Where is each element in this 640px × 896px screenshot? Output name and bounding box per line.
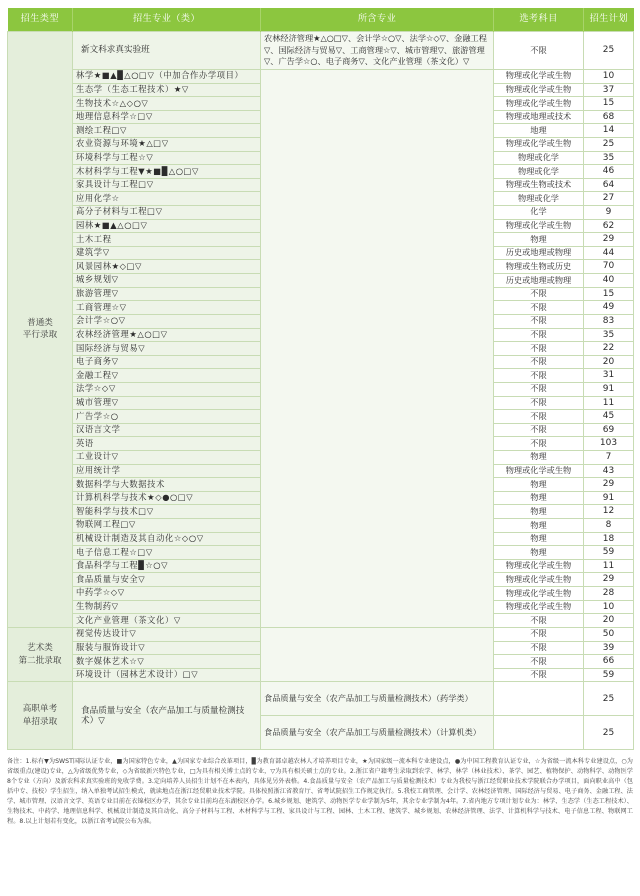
category-label-line2: 单招录取 bbox=[22, 716, 58, 727]
major-name: 建筑学▽ bbox=[73, 246, 261, 260]
elective-subject: 不限 bbox=[494, 301, 584, 315]
elective-subject: 物理 bbox=[494, 450, 584, 464]
enrollment-quota: 46 bbox=[584, 165, 634, 179]
major-name: 旅游管理▽ bbox=[73, 287, 261, 301]
elective-subject: 不限 bbox=[494, 369, 584, 383]
table-row bbox=[8, 682, 634, 716]
elective-subject: 物理或化学或生物 bbox=[494, 573, 584, 587]
major-name: 会计学☆○▽ bbox=[73, 314, 261, 328]
major-name: 计算机科学与技术★◇●○□▽ bbox=[73, 491, 261, 505]
table-row bbox=[8, 32, 634, 70]
elective-subject: 历史或地理或物理 bbox=[494, 274, 584, 288]
elective-subject: 物理 bbox=[494, 491, 584, 505]
header-row bbox=[8, 8, 634, 32]
admissions-plan-table bbox=[7, 8, 634, 750]
major-name: 数据科学与大数据技术 bbox=[73, 478, 261, 492]
elective-subject: 不限 bbox=[494, 437, 584, 451]
major-name: 电子信息工程☆□▽ bbox=[73, 546, 261, 560]
footnote-text: 备注：1.标有▼为SWST国际认证专业，■为国家特色专业，▲为国家专业综合改革项目，▉为教育部卓越农林人才培养项目专业，★为国家级一流本科专业建设点，●为中国工程教育认证专业，☆为省级一流本科专业建设点，○为省级重点(建设)专业，△为省级优势专业，◇为省级新兴特色专业，□为具有相关博士点的专业，▽为具有相关硕士点的专业。2.浙江省户籍考生录取到农学、林学、林学（林业技术）、茶学、园艺、植物保护、动物科学、动物医学8个专业（方向）及新农科求真实验班的免收学费。3.定向培养人员招生计划不在本表内，具体见另外表格。4.食品质量与安全（农产品加工与质量检测技术）专业为我校与浙江经贸职业技术学院联合办学项目，面向职业高中（包括中专、技校）学生招生，纳入单独考试招生模式，就读地点在浙江经贸职业技术学院。具体按照浙江省教育厅、省考试院招生工作规定执行。5.我校工商管理、会计学、农林经济管理、国际经济与贸易、电子商务、金融工程、法学、城市管理、汉语言文学、英语专业目前在衣锦校区办学，其余专业目前均在东湖校区办学。6.城乡规划、建筑学、动物医学专业学制为5年，其余专业学制为4年。7.省内地方专项计划专业为：林学、生态学（生态工程技术）、生物技术、中药学、地理信息科学、机械设计制造及其自动化、高分子材料与工程、木材科学与工程、家具设计与工程、园林、土木工程、建筑学、城乡规划、农林经济管理、法学、计算机科学与技术、电子信息工程、物联网工程。8.以上计划若有变化，以浙江省考试院公布为准。 bbox=[7, 758, 633, 826]
enrollment-quota: 27 bbox=[584, 192, 634, 206]
major-name: 食品质量与安全（农产品加工与质量检测技术）▽ bbox=[73, 682, 261, 750]
enrollment-quota: 39 bbox=[584, 641, 634, 655]
category-label-line2: 平行录取 bbox=[22, 330, 58, 341]
category-label-line1: 艺术类 bbox=[27, 642, 53, 653]
enrollment-quota: 25 bbox=[584, 682, 634, 716]
enrollment-quota: 49 bbox=[584, 301, 634, 315]
enrollment-quota: 64 bbox=[584, 178, 634, 192]
table-row bbox=[8, 627, 634, 641]
elective-subject: 物理或化学或生物 bbox=[494, 69, 584, 83]
enrollment-quota: 12 bbox=[584, 505, 634, 519]
enrollment-quota: 28 bbox=[584, 587, 634, 601]
major-name: 法学☆◇▽ bbox=[73, 382, 261, 396]
major-name: 物联网工程□▽ bbox=[73, 519, 261, 533]
enrollment-quota: 9 bbox=[584, 206, 634, 220]
major-name: 中药学☆◇▽ bbox=[73, 587, 261, 601]
enrollment-quota: 45 bbox=[584, 410, 634, 424]
major-name: 英语 bbox=[73, 437, 261, 451]
elective-subject: 物理或化学 bbox=[494, 192, 584, 206]
contained-majors: 农林经济管理★△○□▽、会计学☆○▽、法学☆◇▽、金融工程▽、国际经济与贸易▽、工商管理☆▽、城市管理▽、旅游管理▽、广告学☆○、电子商务▽、文化产业管理（茶文化）▽ bbox=[261, 32, 494, 70]
major-name: 生物制药▽ bbox=[73, 600, 261, 614]
elective-subject: 不限 bbox=[494, 423, 584, 437]
enrollment-quota: 25 bbox=[584, 137, 634, 151]
elective-subject: 不限 bbox=[494, 287, 584, 301]
enrollment-quota: 18 bbox=[584, 532, 634, 546]
elective-subject: 物理 bbox=[494, 532, 584, 546]
elective-subject: 化学 bbox=[494, 206, 584, 220]
elective-subject: 物理或生物或技术 bbox=[494, 178, 584, 192]
major-name: 测绘工程□▽ bbox=[73, 124, 261, 138]
enrollment-quota: 70 bbox=[584, 260, 634, 274]
enrollment-quota: 20 bbox=[584, 614, 634, 628]
enrollment-quota: 35 bbox=[584, 151, 634, 165]
enrollment-quota: 59 bbox=[584, 546, 634, 560]
enrollment-quota: 91 bbox=[584, 491, 634, 505]
major-name: 环境科学与工程☆▽ bbox=[73, 151, 261, 165]
contained-majors-empty bbox=[261, 627, 494, 681]
major-name: 数字媒体艺术☆▽ bbox=[73, 655, 261, 669]
enrollment-quota: 50 bbox=[584, 627, 634, 641]
major-name: 机械设计制造及其自动化☆◇○▽ bbox=[73, 532, 261, 546]
elective-subject: 不限 bbox=[494, 410, 584, 424]
elective-subject: 物理或化学或生物 bbox=[494, 464, 584, 478]
major-name: 应用统计学 bbox=[73, 464, 261, 478]
major-name: 农林经济管理★△○□▽ bbox=[73, 328, 261, 342]
elective-subject: 物理 bbox=[494, 519, 584, 533]
elective-subject: 物理或化学或生物 bbox=[494, 219, 584, 233]
enrollment-quota: 20 bbox=[584, 355, 634, 369]
elective-subject: 地理 bbox=[494, 124, 584, 138]
enrollment-quota: 7 bbox=[584, 450, 634, 464]
major-name: 工商管理☆▽ bbox=[73, 301, 261, 315]
major-name: 生物技术☆△◇○▽ bbox=[73, 97, 261, 111]
elective-subject: 物理或化学 bbox=[494, 165, 584, 179]
major-name: 电子商务▽ bbox=[73, 355, 261, 369]
enrollment-quota: 40 bbox=[584, 274, 634, 288]
major-name: 风景园林★◇□▽ bbox=[73, 260, 261, 274]
enrollment-quota: 29 bbox=[584, 478, 634, 492]
major-name: 木材科学与工程▼★■▉△○□▽ bbox=[73, 165, 261, 179]
major-name: 文化产业管理（茶文化）▽ bbox=[73, 614, 261, 628]
major-name: 食品科学与工程▉☆○▽ bbox=[73, 559, 261, 573]
elective-subject: 物理 bbox=[494, 478, 584, 492]
enrollment-quota: 29 bbox=[584, 233, 634, 247]
major-name: 国际经济与贸易▽ bbox=[73, 342, 261, 356]
enrollment-quota: 11 bbox=[584, 396, 634, 410]
enrollment-quota: 44 bbox=[584, 246, 634, 260]
major-name: 土木工程 bbox=[73, 233, 261, 247]
enrollment-quota: 59 bbox=[584, 668, 634, 682]
major-name: 金融工程▽ bbox=[73, 369, 261, 383]
major-name: 城乡规划▽ bbox=[73, 274, 261, 288]
enrollment-quota: 37 bbox=[584, 83, 634, 97]
major-name: 生态学（生态工程技术）★▽ bbox=[73, 83, 261, 97]
elective-subject: 不限 bbox=[494, 655, 584, 669]
elective-subject: 物理或化学或生物 bbox=[494, 83, 584, 97]
major-name: 农业资源与环境★△□▽ bbox=[73, 137, 261, 151]
enrollment-quota: 25 bbox=[584, 32, 634, 70]
elective-subject: 物理或化学 bbox=[494, 151, 584, 165]
elective-subject: 不限 bbox=[494, 641, 584, 655]
major-name: 家具设计与工程□▽ bbox=[73, 178, 261, 192]
major-name: 食品质量与安全▽ bbox=[73, 573, 261, 587]
header-admission-type: 招生类型 bbox=[8, 8, 73, 32]
enrollment-quota: 15 bbox=[584, 97, 634, 111]
category-cell-putong bbox=[8, 32, 73, 628]
category-label-line1: 高职单考 bbox=[22, 703, 58, 714]
major-name: 工业设计▽ bbox=[73, 450, 261, 464]
enrollment-quota: 25 bbox=[584, 716, 634, 750]
header-contained-majors: 所含专业 bbox=[261, 8, 494, 32]
major-name: 服装与服饰设计▽ bbox=[73, 641, 261, 655]
elective-subject: 不限 bbox=[494, 396, 584, 410]
enrollment-quota: 10 bbox=[584, 600, 634, 614]
elective-subject: 不限 bbox=[494, 627, 584, 641]
elective-subject: 物理或化学或生物 bbox=[494, 559, 584, 573]
elective-subject: 物理或化学或生物 bbox=[494, 587, 584, 601]
elective-subject: 不限 bbox=[494, 355, 584, 369]
major-name: 新文科求真实验班 bbox=[73, 32, 261, 70]
enrollment-quota: 31 bbox=[584, 369, 634, 383]
contained-majors: 食品质量与安全（农产品加工与质量检测技术）（药学类） bbox=[261, 682, 494, 716]
elective-subject: 物理或地理或技术 bbox=[494, 110, 584, 124]
header-major-group: 招生专业（类） bbox=[73, 8, 261, 32]
major-name: 林学★■▲▉△○□▽（中加合作办学项目） bbox=[73, 69, 261, 83]
category-label-line2: 第二批录取 bbox=[18, 655, 62, 666]
elective-subject bbox=[494, 716, 584, 750]
enrollment-quota: 103 bbox=[584, 437, 634, 451]
major-name: 园林★■▲△○□▽ bbox=[73, 219, 261, 233]
elective-subject: 物理 bbox=[494, 546, 584, 560]
major-name: 环境设计（园林艺术设计）□▽ bbox=[73, 668, 261, 682]
contained-majors-empty bbox=[261, 69, 494, 627]
enrollment-quota: 68 bbox=[584, 110, 634, 124]
enrollment-quota: 83 bbox=[584, 314, 634, 328]
major-name: 应用化学☆ bbox=[73, 192, 261, 206]
enrollment-quota: 29 bbox=[584, 573, 634, 587]
enrollment-quota: 15 bbox=[584, 287, 634, 301]
table-body bbox=[8, 32, 634, 750]
header-enrollment-quota: 招生计划 bbox=[584, 8, 634, 32]
major-name: 智能科学与技术□▽ bbox=[73, 505, 261, 519]
enrollment-quota: 69 bbox=[584, 423, 634, 437]
elective-subject: 物理或化学或生物 bbox=[494, 137, 584, 151]
elective-subject: 物理或生物或历史 bbox=[494, 260, 584, 274]
elective-subject: 物理 bbox=[494, 505, 584, 519]
elective-subject: 物理或化学或生物 bbox=[494, 600, 584, 614]
major-name: 广告学☆○ bbox=[73, 410, 261, 424]
elective-subject: 不限 bbox=[494, 668, 584, 682]
enrollment-quota: 11 bbox=[584, 559, 634, 573]
elective-subject bbox=[494, 682, 584, 716]
enrollment-quota: 91 bbox=[584, 382, 634, 396]
elective-subject: 物理 bbox=[494, 233, 584, 247]
enrollment-quota: 35 bbox=[584, 328, 634, 342]
enrollment-quota: 14 bbox=[584, 124, 634, 138]
elective-subject: 不限 bbox=[494, 32, 584, 70]
enrollment-quota: 8 bbox=[584, 519, 634, 533]
elective-subject: 不限 bbox=[494, 314, 584, 328]
elective-subject: 不限 bbox=[494, 614, 584, 628]
contained-majors: 食品质量与安全（农产品加工与质量检测技术）（计算机类） bbox=[261, 716, 494, 750]
elective-subject: 不限 bbox=[494, 328, 584, 342]
enrollment-quota: 43 bbox=[584, 464, 634, 478]
major-name: 视觉传达设计▽ bbox=[73, 627, 261, 641]
elective-subject: 历史或地理或物理 bbox=[494, 246, 584, 260]
major-name: 地理信息科学☆□▽ bbox=[73, 110, 261, 124]
major-name: 高分子材料与工程□▽ bbox=[73, 206, 261, 220]
category-label-line1: 普通类 bbox=[27, 317, 53, 328]
category-cell-yishu bbox=[8, 627, 73, 681]
category-cell-gaozhi bbox=[8, 682, 73, 750]
major-name: 城市管理▽ bbox=[73, 396, 261, 410]
enrollment-quota: 10 bbox=[584, 69, 634, 83]
major-name: 汉语言文学 bbox=[73, 423, 261, 437]
header-elective-subjects: 选考科目 bbox=[494, 8, 584, 32]
elective-subject: 不限 bbox=[494, 382, 584, 396]
enrollment-quota: 62 bbox=[584, 219, 634, 233]
table-header bbox=[8, 8, 634, 32]
elective-subject: 物理或化学或生物 bbox=[494, 97, 584, 111]
table-row bbox=[8, 69, 634, 83]
elective-subject: 不限 bbox=[494, 342, 584, 356]
enrollment-quota: 22 bbox=[584, 342, 634, 356]
enrollment-quota: 66 bbox=[584, 655, 634, 669]
